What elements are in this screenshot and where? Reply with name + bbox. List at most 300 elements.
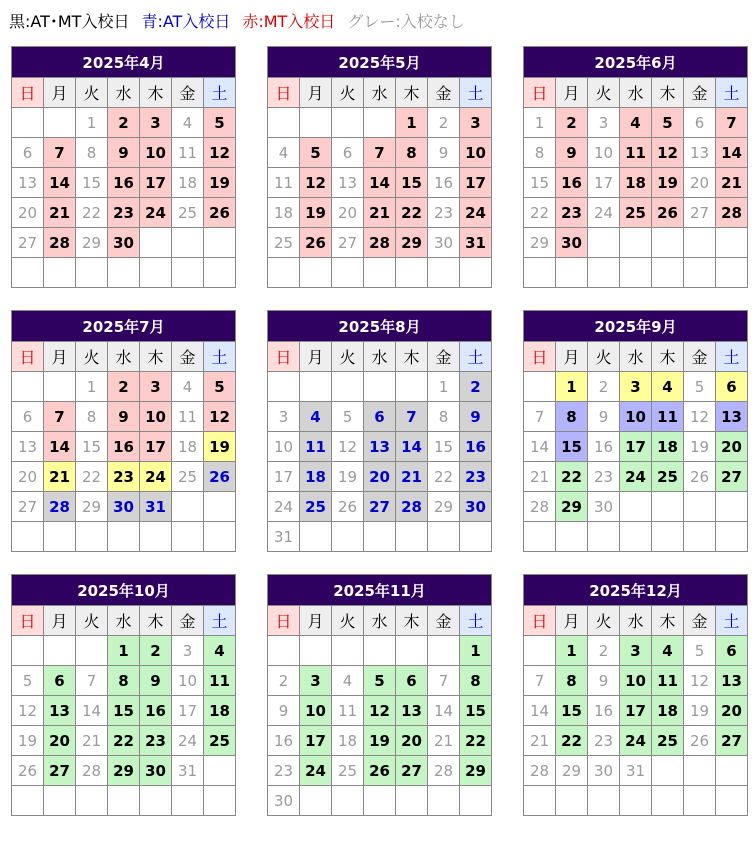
day-cell-no-entry: 11 bbox=[332, 696, 364, 726]
day-cell-entry: 15 bbox=[108, 696, 140, 726]
day-cell-entry: 1 bbox=[556, 372, 588, 402]
empty-day-cell bbox=[268, 108, 300, 138]
day-cell-entry: 20 bbox=[44, 726, 76, 756]
empty-day-cell bbox=[76, 786, 108, 816]
day-cell-no-entry: 7 bbox=[76, 666, 108, 696]
empty-day-cell bbox=[652, 492, 684, 522]
weekday-header: 水 bbox=[108, 78, 140, 108]
empty-day-cell bbox=[140, 522, 172, 552]
day-cell-entry: 31 bbox=[140, 492, 172, 522]
legend-gray: グレー:入校なし bbox=[347, 12, 465, 31]
day-cell-entry: 9 bbox=[556, 138, 588, 168]
empty-day-cell bbox=[588, 228, 620, 258]
empty-day-cell bbox=[300, 372, 332, 402]
day-cell-entry: 20 bbox=[716, 696, 748, 726]
day-cell-entry: 22 bbox=[108, 726, 140, 756]
day-cell-no-entry: 30 bbox=[588, 492, 620, 522]
day-cell-entry: 12 bbox=[204, 138, 236, 168]
empty-day-cell bbox=[364, 786, 396, 816]
month-calendar bbox=[11, 310, 236, 552]
day-cell-no-entry: 24 bbox=[268, 492, 300, 522]
day-cell-entry: 23 bbox=[108, 198, 140, 228]
empty-day-cell bbox=[108, 786, 140, 816]
day-cell-entry: 19 bbox=[652, 168, 684, 198]
weekday-header: 月 bbox=[300, 78, 332, 108]
day-cell-entry: 29 bbox=[108, 756, 140, 786]
empty-day-cell bbox=[76, 522, 108, 552]
weekday-header: 日 bbox=[268, 606, 300, 636]
day-cell-no-entry: 10 bbox=[268, 432, 300, 462]
day-cell-entry: 27 bbox=[44, 756, 76, 786]
day-cell-no-entry: 17 bbox=[268, 462, 300, 492]
day-cell-no-entry: 21 bbox=[524, 462, 556, 492]
day-cell-entry: 23 bbox=[460, 462, 492, 492]
day-cell-entry: 7 bbox=[396, 402, 428, 432]
empty-day-cell bbox=[172, 228, 204, 258]
day-cell-entry: 1 bbox=[460, 636, 492, 666]
weekday-header: 月 bbox=[44, 78, 76, 108]
day-cell-no-entry: 10 bbox=[588, 138, 620, 168]
day-cell-entry: 14 bbox=[364, 168, 396, 198]
day-cell-entry: 5 bbox=[652, 108, 684, 138]
empty-day-cell bbox=[172, 492, 204, 522]
empty-day-cell bbox=[44, 636, 76, 666]
empty-day-cell bbox=[588, 786, 620, 816]
day-cell-entry: 9 bbox=[460, 402, 492, 432]
day-cell-no-entry: 30 bbox=[428, 228, 460, 258]
month-calendar bbox=[267, 310, 492, 552]
empty-day-cell bbox=[684, 258, 716, 288]
empty-day-cell bbox=[556, 786, 588, 816]
empty-day-cell bbox=[396, 636, 428, 666]
weekday-header: 月 bbox=[44, 606, 76, 636]
weekday-header: 火 bbox=[332, 606, 364, 636]
day-cell-entry: 13 bbox=[716, 666, 748, 696]
day-cell-entry: 4 bbox=[204, 636, 236, 666]
empty-day-cell bbox=[396, 786, 428, 816]
day-cell-entry: 6 bbox=[364, 402, 396, 432]
day-cell-entry: 24 bbox=[460, 198, 492, 228]
day-cell-no-entry: 28 bbox=[76, 756, 108, 786]
weekday-header: 月 bbox=[44, 342, 76, 372]
day-cell-entry: 24 bbox=[300, 756, 332, 786]
day-cell-entry: 12 bbox=[300, 168, 332, 198]
day-cell-entry: 10 bbox=[620, 666, 652, 696]
day-cell-no-entry: 13 bbox=[332, 168, 364, 198]
empty-day-cell bbox=[44, 522, 76, 552]
day-cell-entry: 19 bbox=[364, 726, 396, 756]
day-cell-entry: 10 bbox=[140, 402, 172, 432]
day-cell-entry: 5 bbox=[204, 108, 236, 138]
day-cell-entry: 3 bbox=[140, 372, 172, 402]
day-cell-no-entry: 19 bbox=[332, 462, 364, 492]
weekday-header: 水 bbox=[620, 606, 652, 636]
day-cell-no-entry: 2 bbox=[428, 108, 460, 138]
empty-day-cell bbox=[44, 372, 76, 402]
day-cell-entry: 9 bbox=[108, 138, 140, 168]
day-cell-no-entry: 18 bbox=[268, 198, 300, 228]
weekday-header: 土 bbox=[716, 342, 748, 372]
month-title: 2025年8月 bbox=[268, 311, 492, 342]
empty-day-cell bbox=[460, 786, 492, 816]
day-cell-no-entry: 16 bbox=[588, 432, 620, 462]
day-cell-entry: 8 bbox=[396, 138, 428, 168]
day-cell-no-entry: 18 bbox=[172, 432, 204, 462]
empty-day-cell bbox=[364, 522, 396, 552]
empty-day-cell bbox=[684, 522, 716, 552]
empty-day-cell bbox=[268, 258, 300, 288]
weekday-header: 水 bbox=[108, 606, 140, 636]
empty-day-cell bbox=[140, 258, 172, 288]
empty-day-cell bbox=[268, 636, 300, 666]
day-cell-no-entry: 6 bbox=[332, 138, 364, 168]
day-cell-no-entry: 4 bbox=[172, 372, 204, 402]
day-cell-entry: 26 bbox=[204, 462, 236, 492]
day-cell-entry: 22 bbox=[556, 462, 588, 492]
month-title: 2025年4月 bbox=[12, 47, 236, 78]
day-cell-no-entry: 24 bbox=[172, 726, 204, 756]
month-title: 2025年11月 bbox=[268, 575, 492, 606]
empty-day-cell bbox=[556, 258, 588, 288]
weekday-header: 木 bbox=[652, 606, 684, 636]
day-cell-no-entry: 30 bbox=[268, 786, 300, 816]
empty-day-cell bbox=[12, 258, 44, 288]
day-cell-no-entry: 12 bbox=[332, 432, 364, 462]
day-cell-entry: 18 bbox=[652, 696, 684, 726]
day-cell-entry: 25 bbox=[620, 198, 652, 228]
day-cell-no-entry: 15 bbox=[76, 168, 108, 198]
empty-day-cell bbox=[44, 786, 76, 816]
empty-day-cell bbox=[204, 258, 236, 288]
day-cell-entry: 9 bbox=[108, 402, 140, 432]
day-cell-entry: 21 bbox=[44, 462, 76, 492]
empty-day-cell bbox=[716, 228, 748, 258]
day-cell-entry: 8 bbox=[556, 402, 588, 432]
day-cell-entry: 16 bbox=[108, 432, 140, 462]
weekday-header: 土 bbox=[716, 78, 748, 108]
day-cell-entry: 26 bbox=[204, 198, 236, 228]
weekday-header: 土 bbox=[204, 342, 236, 372]
empty-day-cell bbox=[652, 786, 684, 816]
day-cell-entry: 18 bbox=[652, 432, 684, 462]
day-cell-no-entry: 11 bbox=[172, 402, 204, 432]
day-cell-entry: 4 bbox=[652, 372, 684, 402]
day-cell-no-entry: 12 bbox=[684, 402, 716, 432]
empty-day-cell bbox=[716, 756, 748, 786]
day-cell-entry: 21 bbox=[716, 168, 748, 198]
day-cell-no-entry: 25 bbox=[268, 228, 300, 258]
month-title: 2025年12月 bbox=[524, 575, 748, 606]
empty-day-cell bbox=[204, 492, 236, 522]
weekday-header: 日 bbox=[524, 342, 556, 372]
day-cell-no-entry: 21 bbox=[428, 726, 460, 756]
day-cell-entry: 11 bbox=[204, 666, 236, 696]
day-cell-entry: 11 bbox=[620, 138, 652, 168]
day-cell-no-entry: 9 bbox=[428, 138, 460, 168]
day-cell-no-entry: 30 bbox=[588, 756, 620, 786]
empty-day-cell bbox=[204, 786, 236, 816]
empty-day-cell bbox=[172, 258, 204, 288]
empty-day-cell bbox=[332, 522, 364, 552]
empty-day-cell bbox=[524, 786, 556, 816]
month-calendar bbox=[11, 46, 236, 288]
day-cell-no-entry: 26 bbox=[684, 726, 716, 756]
day-cell-entry: 21 bbox=[364, 198, 396, 228]
day-cell-no-entry: 29 bbox=[556, 756, 588, 786]
day-cell-entry: 5 bbox=[300, 138, 332, 168]
empty-day-cell bbox=[12, 108, 44, 138]
day-cell-no-entry: 23 bbox=[428, 198, 460, 228]
empty-day-cell bbox=[716, 492, 748, 522]
day-cell-entry: 4 bbox=[300, 402, 332, 432]
weekday-header: 日 bbox=[12, 606, 44, 636]
day-cell-no-entry: 1 bbox=[428, 372, 460, 402]
weekday-header: 土 bbox=[460, 606, 492, 636]
day-cell-entry: 18 bbox=[204, 696, 236, 726]
empty-day-cell bbox=[332, 372, 364, 402]
day-cell-no-entry: 19 bbox=[684, 696, 716, 726]
empty-day-cell bbox=[396, 258, 428, 288]
weekday-header: 水 bbox=[364, 78, 396, 108]
day-cell-no-entry: 14 bbox=[524, 432, 556, 462]
day-cell-no-entry: 5 bbox=[12, 666, 44, 696]
empty-day-cell bbox=[108, 522, 140, 552]
weekday-header: 日 bbox=[268, 342, 300, 372]
day-cell-entry: 22 bbox=[396, 198, 428, 228]
month-calendar bbox=[267, 46, 492, 288]
empty-day-cell bbox=[428, 786, 460, 816]
empty-day-cell bbox=[204, 228, 236, 258]
day-cell-entry: 15 bbox=[396, 168, 428, 198]
day-cell-no-entry: 24 bbox=[588, 198, 620, 228]
day-cell-entry: 27 bbox=[716, 462, 748, 492]
day-cell-no-entry: 5 bbox=[684, 372, 716, 402]
weekday-header: 金 bbox=[684, 78, 716, 108]
day-cell-no-entry: 3 bbox=[268, 402, 300, 432]
day-cell-no-entry: 28 bbox=[524, 756, 556, 786]
day-cell-entry: 3 bbox=[620, 372, 652, 402]
day-cell-entry: 19 bbox=[300, 198, 332, 228]
empty-day-cell bbox=[364, 372, 396, 402]
day-cell-no-entry: 21 bbox=[76, 726, 108, 756]
day-cell-entry: 13 bbox=[364, 432, 396, 462]
day-cell-entry: 1 bbox=[556, 636, 588, 666]
day-cell-entry: 8 bbox=[108, 666, 140, 696]
empty-day-cell bbox=[364, 258, 396, 288]
day-cell-entry: 30 bbox=[556, 228, 588, 258]
calendar-grid bbox=[11, 46, 748, 816]
day-cell-entry: 28 bbox=[44, 492, 76, 522]
weekday-header: 日 bbox=[524, 606, 556, 636]
day-cell-entry: 9 bbox=[140, 666, 172, 696]
day-cell-no-entry: 22 bbox=[76, 462, 108, 492]
day-cell-no-entry: 9 bbox=[588, 402, 620, 432]
day-cell-no-entry: 9 bbox=[588, 666, 620, 696]
day-cell-entry: 2 bbox=[556, 108, 588, 138]
day-cell-entry: 28 bbox=[716, 198, 748, 228]
day-cell-entry: 30 bbox=[108, 492, 140, 522]
day-cell-entry: 29 bbox=[556, 492, 588, 522]
day-cell-entry: 2 bbox=[460, 372, 492, 402]
day-cell-entry: 24 bbox=[620, 726, 652, 756]
day-cell-no-entry: 17 bbox=[172, 696, 204, 726]
day-cell-entry: 18 bbox=[620, 168, 652, 198]
day-cell-no-entry: 14 bbox=[76, 696, 108, 726]
weekday-header: 日 bbox=[12, 78, 44, 108]
empty-day-cell bbox=[684, 786, 716, 816]
weekday-header: 水 bbox=[620, 78, 652, 108]
day-cell-no-entry: 3 bbox=[172, 636, 204, 666]
day-cell-no-entry: 12 bbox=[12, 696, 44, 726]
weekday-header: 金 bbox=[428, 78, 460, 108]
day-cell-entry: 11 bbox=[300, 432, 332, 462]
empty-day-cell bbox=[332, 636, 364, 666]
weekday-header: 木 bbox=[140, 606, 172, 636]
day-cell-entry: 23 bbox=[108, 462, 140, 492]
empty-day-cell bbox=[716, 522, 748, 552]
day-cell-no-entry: 6 bbox=[12, 402, 44, 432]
day-cell-entry: 24 bbox=[620, 462, 652, 492]
legend-blue: 青:AT入校日 bbox=[141, 12, 231, 31]
day-cell-entry: 12 bbox=[652, 138, 684, 168]
day-cell-entry: 12 bbox=[204, 402, 236, 432]
empty-day-cell bbox=[300, 522, 332, 552]
day-cell-no-entry: 20 bbox=[12, 198, 44, 228]
day-cell-no-entry: 28 bbox=[428, 756, 460, 786]
day-cell-no-entry: 5 bbox=[684, 636, 716, 666]
day-cell-entry: 25 bbox=[204, 726, 236, 756]
empty-day-cell bbox=[396, 522, 428, 552]
day-cell-no-entry: 22 bbox=[76, 198, 108, 228]
day-cell-entry: 6 bbox=[716, 636, 748, 666]
day-cell-entry: 30 bbox=[460, 492, 492, 522]
day-cell-entry: 14 bbox=[396, 432, 428, 462]
empty-day-cell bbox=[44, 108, 76, 138]
empty-day-cell bbox=[716, 786, 748, 816]
day-cell-entry: 1 bbox=[396, 108, 428, 138]
day-cell-entry: 7 bbox=[44, 402, 76, 432]
day-cell-entry: 25 bbox=[300, 492, 332, 522]
month-calendar bbox=[523, 46, 748, 288]
empty-day-cell bbox=[140, 786, 172, 816]
empty-day-cell bbox=[300, 636, 332, 666]
day-cell-entry: 5 bbox=[204, 372, 236, 402]
empty-day-cell bbox=[652, 522, 684, 552]
day-cell-entry: 4 bbox=[620, 108, 652, 138]
empty-day-cell bbox=[76, 258, 108, 288]
day-cell-entry: 8 bbox=[556, 666, 588, 696]
empty-day-cell bbox=[620, 228, 652, 258]
day-cell-entry: 17 bbox=[300, 726, 332, 756]
empty-day-cell bbox=[140, 228, 172, 258]
day-cell-entry: 28 bbox=[396, 492, 428, 522]
day-cell-entry: 11 bbox=[652, 402, 684, 432]
day-cell-entry: 17 bbox=[140, 168, 172, 198]
day-cell-entry: 1 bbox=[108, 636, 140, 666]
day-cell-no-entry: 27 bbox=[12, 228, 44, 258]
day-cell-entry: 27 bbox=[364, 492, 396, 522]
weekday-header: 木 bbox=[652, 342, 684, 372]
weekday-header: 土 bbox=[460, 342, 492, 372]
day-cell-no-entry: 6 bbox=[684, 108, 716, 138]
day-cell-no-entry: 14 bbox=[428, 696, 460, 726]
weekday-header: 月 bbox=[556, 342, 588, 372]
day-cell-no-entry: 26 bbox=[12, 756, 44, 786]
empty-day-cell bbox=[12, 372, 44, 402]
day-cell-entry: 2 bbox=[140, 636, 172, 666]
empty-day-cell bbox=[268, 372, 300, 402]
day-cell-no-entry: 1 bbox=[524, 108, 556, 138]
weekday-header: 火 bbox=[332, 78, 364, 108]
month-calendar bbox=[523, 310, 748, 552]
day-cell-entry: 19 bbox=[204, 168, 236, 198]
empty-day-cell bbox=[652, 258, 684, 288]
day-cell-entry: 17 bbox=[620, 432, 652, 462]
day-cell-no-entry: 29 bbox=[76, 228, 108, 258]
day-cell-no-entry: 26 bbox=[332, 492, 364, 522]
empty-day-cell bbox=[332, 108, 364, 138]
day-cell-no-entry: 29 bbox=[428, 492, 460, 522]
day-cell-entry: 10 bbox=[620, 402, 652, 432]
day-cell-no-entry: 21 bbox=[524, 726, 556, 756]
empty-day-cell bbox=[428, 258, 460, 288]
day-cell-no-entry: 16 bbox=[588, 696, 620, 726]
empty-day-cell bbox=[300, 258, 332, 288]
day-cell-entry: 13 bbox=[44, 696, 76, 726]
weekday-header: 日 bbox=[12, 342, 44, 372]
empty-day-cell bbox=[396, 372, 428, 402]
day-cell-entry: 30 bbox=[108, 228, 140, 258]
weekday-header: 土 bbox=[716, 606, 748, 636]
day-cell-no-entry: 18 bbox=[332, 726, 364, 756]
weekday-header: 木 bbox=[396, 78, 428, 108]
day-cell-no-entry: 31 bbox=[268, 522, 300, 552]
day-cell-no-entry: 9 bbox=[268, 696, 300, 726]
day-cell-no-entry: 13 bbox=[12, 168, 44, 198]
empty-day-cell bbox=[588, 522, 620, 552]
day-cell-no-entry: 12 bbox=[684, 666, 716, 696]
empty-day-cell bbox=[620, 786, 652, 816]
day-cell-entry: 3 bbox=[140, 108, 172, 138]
empty-day-cell bbox=[716, 258, 748, 288]
day-cell-entry: 20 bbox=[396, 726, 428, 756]
day-cell-entry: 3 bbox=[620, 636, 652, 666]
weekday-header: 火 bbox=[76, 342, 108, 372]
day-cell-no-entry: 23 bbox=[588, 726, 620, 756]
weekday-header: 木 bbox=[140, 342, 172, 372]
day-cell-entry: 27 bbox=[396, 756, 428, 786]
weekday-header: 火 bbox=[332, 342, 364, 372]
weekday-header: 金 bbox=[684, 606, 716, 636]
day-cell-entry: 3 bbox=[300, 666, 332, 696]
day-cell-no-entry: 29 bbox=[524, 228, 556, 258]
empty-day-cell bbox=[332, 786, 364, 816]
day-cell-entry: 6 bbox=[396, 666, 428, 696]
day-cell-entry: 6 bbox=[716, 372, 748, 402]
day-cell-entry: 23 bbox=[140, 726, 172, 756]
day-cell-entry: 10 bbox=[460, 138, 492, 168]
month-calendar bbox=[523, 574, 748, 816]
weekday-header: 月 bbox=[300, 606, 332, 636]
weekday-header: 火 bbox=[588, 78, 620, 108]
day-cell-entry: 20 bbox=[716, 432, 748, 462]
day-cell-entry: 26 bbox=[652, 198, 684, 228]
day-cell-entry: 19 bbox=[204, 432, 236, 462]
legend bbox=[9, 10, 477, 34]
weekday-header: 水 bbox=[364, 342, 396, 372]
weekday-header: 水 bbox=[364, 606, 396, 636]
empty-day-cell bbox=[652, 756, 684, 786]
